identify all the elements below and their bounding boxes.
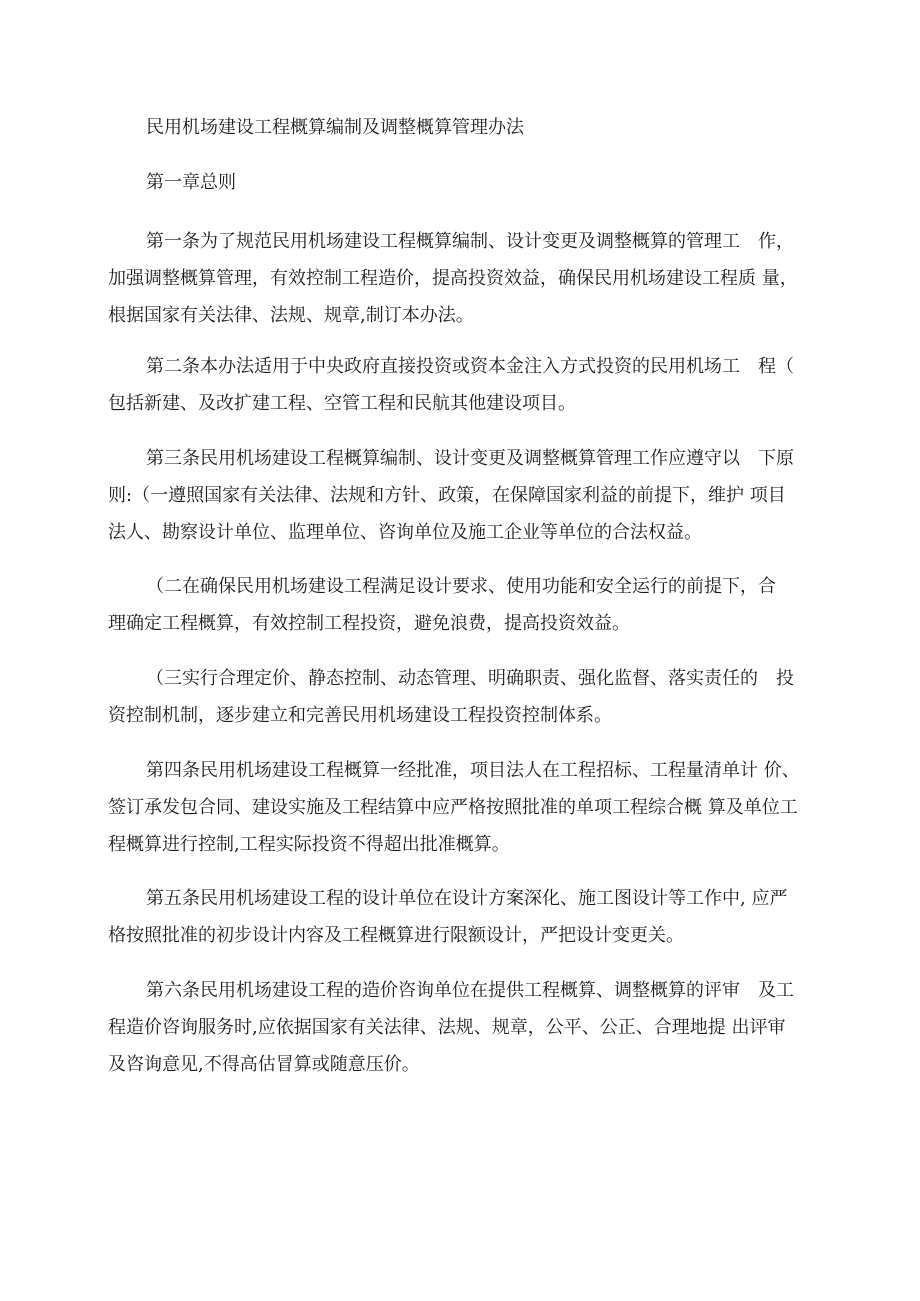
article-2 [108, 348, 808, 422]
article-5 [108, 880, 808, 954]
article-5-line-2: 格按照批准的初步设计内容及工程概算进行限额设计，严把设计变更关。 [108, 925, 684, 946]
article-4-line-1: 第四条民用机场建设工程概算一经批准，项目法人在工程招标、工程量清单计 价、 [146, 760, 800, 781]
article-2-line-1: 第二条本办法适用于中央政府直接投资或资本金注入方式投资的民用机场工 程（ [146, 356, 794, 377]
article-6-line-2: 程造价咨询服务时,应依据国家有关法律、法规、规章，公平、公正、合理地提 出评审 [108, 1017, 786, 1038]
article-1-line-1: 第一条为了规范民用机场建设工程概算编制、设计变更及调整概算的管理工 作， [146, 231, 794, 252]
clause-3 [108, 660, 808, 734]
article-4-line-3: 程概算进行控制,工程实际投资不得超出批准概算。 [108, 834, 510, 855]
clause-2-line-2: 理确定工程概算，有效控制工程投资，避免浪费，提高投资效益。 [108, 613, 630, 634]
clause-3-line-2: 资控制机制，逐步建立和完善民用机场建设工程投资控制体系。 [108, 705, 612, 726]
clause-2-line-1: （二在确保民用机场建设工程满足设计要求、使用功能和安全运行的前提下，合 [146, 576, 776, 597]
chapter-heading: 第一章总则 [146, 172, 236, 193]
article-6-line-3: 及咨询意见,不得高估冒算或随意压价。 [108, 1054, 420, 1075]
article-3-line-3: 法人、勘察设计单位、监理单位、咨询单位及施工企业等单位的合法权益。 [108, 522, 702, 543]
article-4-line-2: 签订承发包合同、建设实施及工程结算中应严格按照批准的单项工程综合概 算及单位工 [108, 797, 798, 818]
clause-3-line-1: （三实行合理定价、静态控制、动态管理、明确职责、强化监督、落实责任的 投 [146, 668, 794, 689]
article-2-line-2: 包括新建、及改扩建工程、空管工程和民航其他建设项目。 [108, 393, 576, 414]
article-3 [108, 440, 808, 551]
article-5-line-1: 第五条民用机场建设工程的设计单位在设计方案深化、施工图设计等工作中, 应严 [146, 888, 788, 909]
article-6-line-1: 第六条民用机场建设工程的造价咨询单位在提供工程概算、调整概算的评审 及工 [146, 980, 794, 1001]
article-3-line-1: 第三条民用机场建设工程概算编制、设计变更及调整概算管理工作应遵守以 下原 [146, 448, 794, 469]
article-6 [108, 972, 808, 1083]
document-title: 民用机场建设工程概算编制及调整概算管理办法 [146, 117, 524, 138]
article-1 [108, 223, 808, 334]
article-1-line-3: 根据国家有关法律、法规、规章,制订本办法。 [108, 305, 474, 326]
article-1-line-2: 加强调整概算管理，有效控制工程造价，提高投资效益，确保民用机场建设工程质 量， [108, 268, 798, 289]
article-3-line-2: 则:（一遵照国家有关法律、法规和方针、政策，在保障国家利益的前提下，维护 项目 [108, 485, 786, 506]
clause-2 [108, 568, 808, 642]
article-4 [108, 752, 808, 863]
